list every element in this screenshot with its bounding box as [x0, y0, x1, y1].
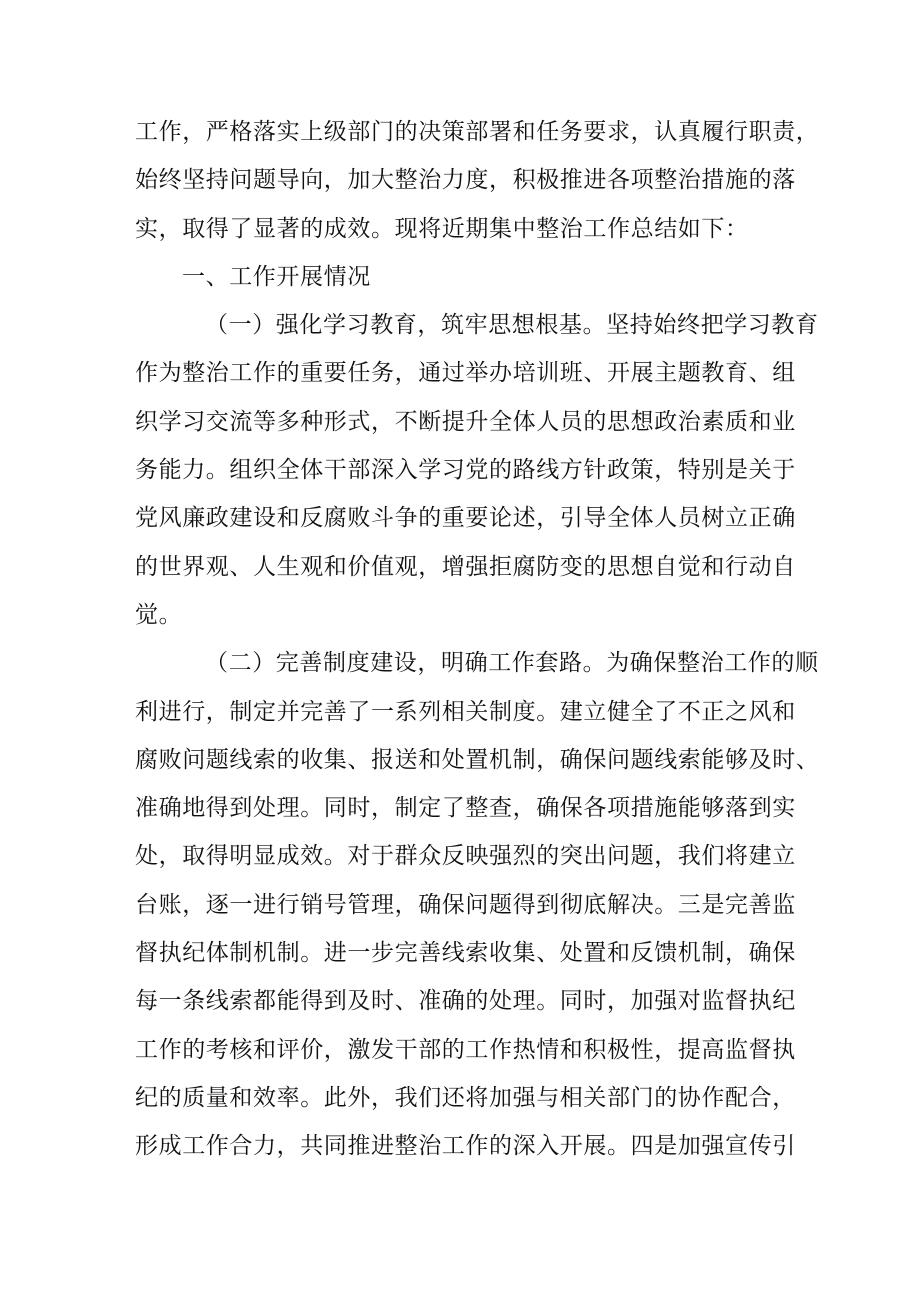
body-line: 形成工作合力，共同推进整治工作的深入开展。四是加强宣传引	[135, 1133, 796, 1160]
body-line: 党风廉政建设和反腐败斗争的重要论述，引导全体人员树立正确	[135, 505, 796, 532]
body-line: 始终坚持问题导向，加大整治力度，积极推进各项整治措施的落	[135, 167, 796, 194]
body-line: 处，取得明显成效。对于群众反映强烈的突出问题，我们将建立	[135, 843, 796, 870]
document-body	[135, 108, 820, 1171]
paragraph-first-line: （一）强化学习教育，筑牢思想根基。坚持始终把学习教育	[205, 312, 819, 339]
body-line: 的世界观、人生观和价值观，增强拒腐防变的思想自觉和行动自	[135, 553, 796, 580]
body-line: 利进行，制定并完善了一系列相关制度。建立健全了不正之风和	[135, 698, 796, 725]
body-line: 工作的考核和评价，激发干部的工作热情和积极性，提高监督执	[135, 1036, 796, 1063]
section-heading: 一、工作开展情况	[182, 263, 371, 290]
body-line: 准确地得到处理。同时，制定了整查，确保各项措施能够落到实	[135, 795, 796, 822]
body-line: 每一条线索都能得到及时、准确的处理。同时，加强对监督执纪	[135, 988, 796, 1015]
body-line: 纪的质量和效率。此外，我们还将加强与相关部门的协作配合，	[135, 1084, 796, 1111]
body-line: 作为整治工作的重要任务，通过举办培训班、开展主题教育、组	[135, 360, 796, 387]
paragraph-first-line: （二）完善制度建设，明确工作套路。为确保整治工作的顺	[205, 650, 819, 677]
body-line: 实，取得了显著的成效。现将近期集中整治工作总结如下：	[135, 215, 749, 242]
body-line: 台账，逐一进行销号管理，确保问题得到彻底解决。三是完善监	[135, 891, 796, 918]
body-line: 工作，严格落实上级部门的决策部署和任务要求，认真履行职责，	[135, 119, 820, 145]
body-line: 务能力。组织全体干部深入学习党的路线方针政策，特别是关于	[135, 457, 796, 484]
body-line: 觉。	[135, 601, 183, 628]
body-line: 督执纪体制机制。进一步完善线索收集、处置和反馈机制，确保	[135, 940, 796, 967]
body-line: 腐败问题线索的收集、报送和处置机制，确保问题线索能够及时、	[135, 746, 820, 773]
body-line: 织学习交流等多种形式，不断提升全体人员的思想政治素质和业	[135, 408, 796, 435]
